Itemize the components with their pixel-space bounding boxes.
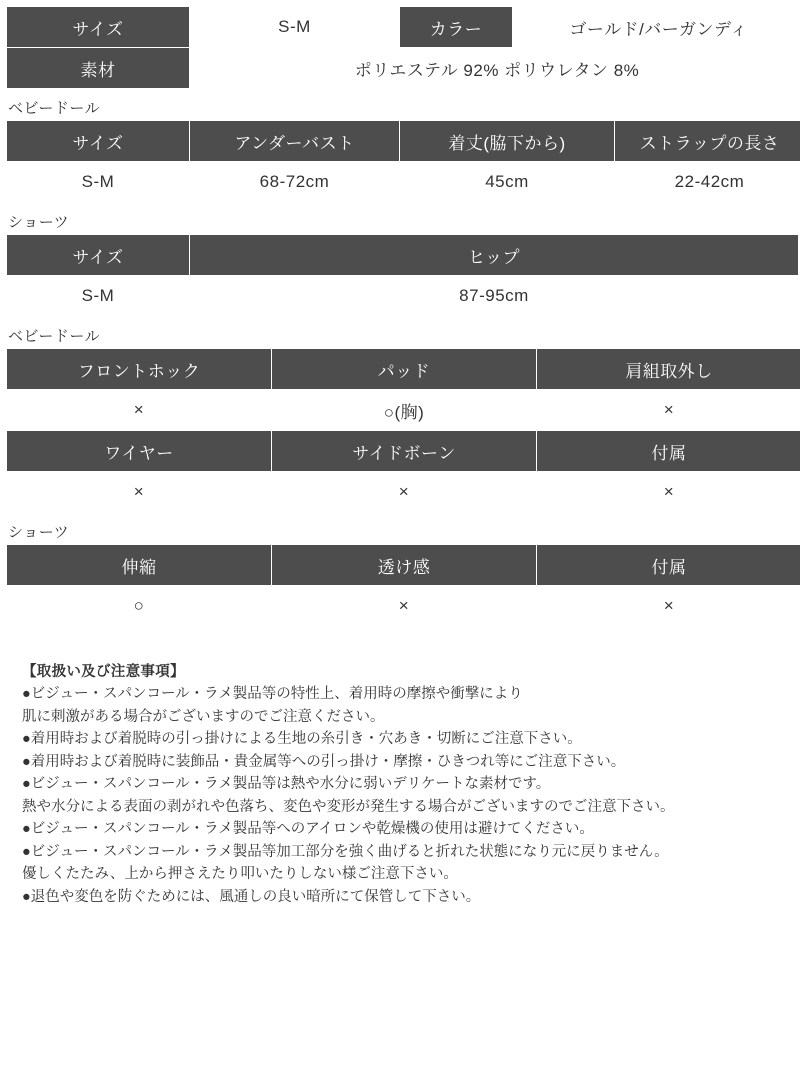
care-note-line: ●着用時および着脱時に装飾品・貴金属等への引っ掛け・摩擦・ひきつれ等にご注意下さい。 <box>22 753 626 770</box>
section-label-shorts-size: ショーツ <box>8 214 70 231</box>
babydoll-feature-table <box>6 348 800 513</box>
care-note-line: 肌に刺激がある場合がございますのでご注意ください。 <box>22 708 385 725</box>
table-row <box>7 162 800 203</box>
col-header-strap: ストラップの長さ <box>615 121 800 162</box>
cell-size: S-M <box>7 162 190 203</box>
col-header-front-hook: フロントホック <box>7 349 272 390</box>
col-header-size: サイズ <box>7 235 190 276</box>
table-row <box>7 545 800 586</box>
care-note-line: ●ビジュー・スパンコール・ラメ製品等は熱や水分に弱いデリケートな素材です。 <box>22 776 551 793</box>
cell-stretch: ○ <box>7 586 272 627</box>
cell-sheerness: × <box>272 586 537 627</box>
spec-material-value: ポリエステル 92% ポリウレタン 8% <box>190 48 800 89</box>
col-header-hip: ヒップ <box>190 235 799 276</box>
table-row <box>7 349 800 390</box>
care-note-line: ●退色や変色を防ぐためには、風通しの良い暗所にて保管して下さい。 <box>22 888 481 905</box>
cell-side-bone: × <box>272 472 537 513</box>
care-note-line: ●ビジュー・スパンコール・ラメ製品等加工部分を強く曲げると折れた状態になり元に戻りません。 <box>22 843 669 860</box>
care-note-line: 優しくたたみ、上から押さえたり叩いたりしない様ご注意下さい。 <box>22 866 458 883</box>
col-header-strap-removable: 肩組取外し <box>537 349 800 390</box>
babydoll-size-table <box>6 120 800 203</box>
col-header-accessory: 付属 <box>537 431 800 472</box>
col-header-sheerness: 透け感 <box>272 545 537 586</box>
section-label-shorts-features: ショーツ <box>8 524 70 541</box>
table-row <box>7 390 800 431</box>
col-header-side-bone: サイドボーン <box>272 431 537 472</box>
table-row <box>7 276 799 317</box>
col-header-accessory: 付属 <box>537 545 800 586</box>
care-notes <box>22 661 800 908</box>
cell-strap: 22-42cm <box>615 162 800 203</box>
care-note-line: ●ビジュー・スパンコール・ラメ製品等へのアイロンや乾燥機の使用は避けてください。 <box>22 821 594 838</box>
col-header-pad: パッド <box>272 349 537 390</box>
care-note-line: ●着用時および着脱時の引っ掛けによる生地の糸引き・穴あき・切断にご注意下さい。 <box>22 731 582 748</box>
table-row <box>7 121 800 162</box>
table-row <box>7 586 800 627</box>
cell-size: S-M <box>7 276 190 317</box>
cell-strap-removable: × <box>537 390 800 431</box>
section-label-babydoll-features: ベビードール <box>8 328 101 345</box>
table-row <box>7 48 800 89</box>
col-header-length: 着丈(脇下から) <box>400 121 615 162</box>
spec-material-header: 素材 <box>7 48 190 89</box>
spec-color-value: ゴールド/バーガンディ <box>513 7 800 48</box>
care-note-line: 熱や水分による表面の剥がれや色落ち、変色や変形が発生する場合がございますのでご注意下さい。 <box>22 798 675 815</box>
cell-front-hook: × <box>7 390 272 431</box>
shorts-size-table <box>6 234 799 317</box>
table-row <box>7 431 800 472</box>
product-spec-block <box>0 6 800 89</box>
section-label-babydoll-size: ベビードール <box>8 100 101 117</box>
cell-underbust: 68-72cm <box>190 162 400 203</box>
cell-hip: 87-95cm <box>190 276 799 317</box>
cell-length: 45cm <box>400 162 615 203</box>
col-header-stretch: 伸縮 <box>7 545 272 586</box>
spec-color-header: カラー <box>400 7 513 48</box>
cell-accessory: × <box>537 586 800 627</box>
cell-pad: ○(胸) <box>272 390 537 431</box>
shorts-feature-table <box>6 544 800 627</box>
table-row <box>7 7 800 48</box>
col-header-underbust: アンダーバスト <box>190 121 400 162</box>
col-header-wire: ワイヤー <box>7 431 272 472</box>
table-row <box>7 235 799 276</box>
cell-accessory: × <box>537 472 800 513</box>
care-note-line: ●ビジュー・スパンコール・ラメ製品等の特性上、着用時の摩擦や衝撃により <box>22 686 523 703</box>
spec-size-value: S-M <box>190 7 400 48</box>
product-spec-table <box>6 6 800 89</box>
care-notes-title: 【取扱い及び注意事項】 <box>22 664 185 680</box>
col-header-size: サイズ <box>7 121 190 162</box>
table-row <box>7 472 800 513</box>
cell-wire: × <box>7 472 272 513</box>
spec-size-header: サイズ <box>7 7 190 48</box>
